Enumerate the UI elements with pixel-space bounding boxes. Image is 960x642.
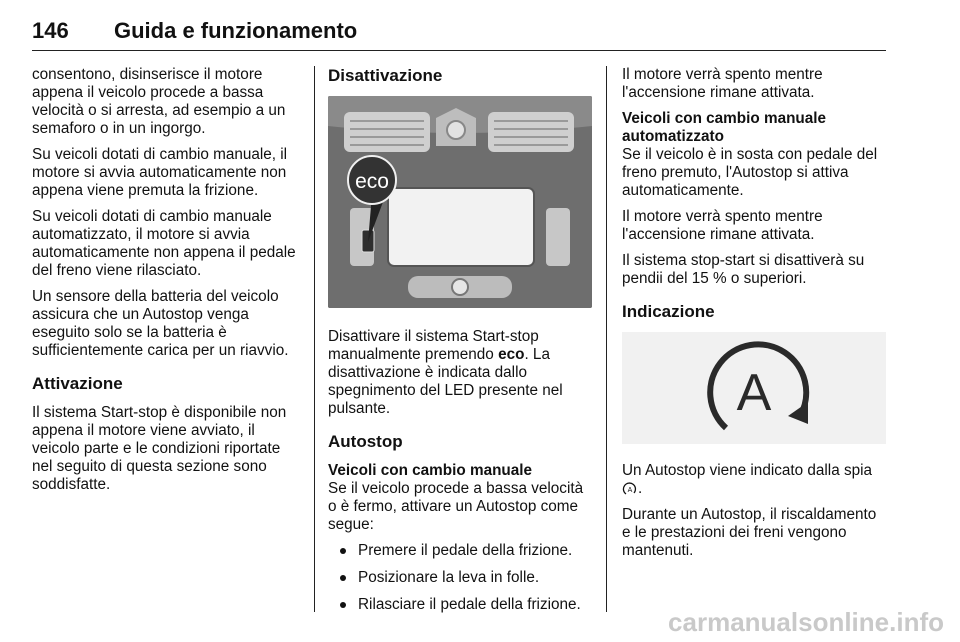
autostop-indicator-icon	[622, 332, 886, 444]
list-item-text: Posizionare la leva in folle.	[358, 569, 540, 586]
paragraph	[622, 462, 888, 498]
dashboard-figure	[328, 96, 592, 308]
bullet-icon	[340, 548, 346, 554]
page-header	[32, 18, 882, 50]
page-title: Guida e funzionamento	[114, 18, 358, 43]
eco-keyword: eco	[498, 346, 525, 363]
heading-disattivazione: Disattivazione	[328, 66, 443, 85]
list-item	[328, 569, 593, 587]
paragraph: Durante un Autostop, il riscaldamento e le prestazioni dei freni vengono mantenuti.	[622, 506, 877, 559]
indicator-letter: A	[736, 364, 772, 422]
column-divider	[314, 66, 315, 612]
indicator-figure	[622, 332, 886, 444]
list-item-text: Premere il pedale della frizione.	[358, 542, 573, 559]
bullet-list	[328, 542, 593, 614]
paragraph: Il sistema stop-start si disattiverà su pendii del 15 % o superiori.	[622, 252, 865, 287]
page-number: 146	[32, 18, 69, 43]
paragraph: Il motore verrà spento mentre l'accensione rimane attivata.	[622, 208, 823, 243]
watermark: carmanualsonline.info	[668, 607, 944, 637]
list-item	[328, 542, 593, 560]
heading-attivazione: Attivazione	[32, 374, 123, 393]
heading-autostop: Autostop	[328, 432, 403, 451]
subheading-manual: Veicoli con cambio manuale	[328, 462, 533, 479]
column-left	[32, 66, 302, 502]
column-middle	[328, 66, 593, 623]
header-divider	[32, 50, 886, 51]
paragraph: Se il veicolo è in sosta con pedale del freno premuto, l'Autostop si attiva automaticamente.	[622, 146, 878, 199]
text-run: Un Autostop viene indicato dalla spia	[622, 462, 873, 479]
text-run: Disattivare il sistema Start-stop manualmente premendo	[328, 328, 539, 363]
bullet-icon	[340, 575, 346, 581]
text-run: .	[638, 480, 643, 497]
list-item	[328, 596, 593, 614]
subheading-automated: Veicoli con cambio manuale automatizzato	[622, 110, 827, 145]
paragraph: Il motore verrà spento mentre l'accensione rimane attivata.	[622, 66, 823, 101]
svg-text:A: A	[627, 486, 633, 494]
paragraph: Il sistema Start-stop è disponibile non appena il motore viene avviato, il veicolo parte e le condizioni riportate nel seguito di questa sezione sono soddisfatte.	[32, 404, 287, 493]
paragraph: consentono, disinserisce il motore appena il veicolo procede a bassa velocità o si arresta, ad esempio a un semaforo o in un ingorgo.	[32, 66, 286, 137]
column-divider	[606, 66, 607, 612]
eco-button-label: eco	[355, 170, 389, 193]
list-item-text: Rilasciare il pedale della frizione.	[358, 596, 581, 613]
column-right	[622, 66, 888, 568]
text-run: . La disattivazione è indicata dallo spegnimento del LED presente nel pulsante.	[328, 346, 563, 417]
paragraph	[328, 328, 593, 418]
bullet-icon	[340, 602, 346, 608]
paragraph: Su veicoli dotati di cambio manuale automatizzato, il motore si avvia automaticamente non appena il pedale del freno viene rilasciato.	[32, 208, 296, 279]
heading-indicazione: Indicazione	[622, 302, 715, 321]
paragraph: Se il veicolo procede a bassa velocità o è fermo, attivare un Autostop come segue:	[328, 480, 584, 533]
autostop-lamp-icon	[622, 482, 638, 496]
dashboard-illustration	[328, 96, 592, 308]
paragraph: Un sensore della batteria del veicolo assicura che un Autostop venga eseguito solo se la batteria è sufficientemente carica per un riavvio.	[32, 288, 289, 359]
paragraph: Su veicoli dotati di cambio manuale, il motore si avvia automaticamente non appena viene premuta la frizione.	[32, 146, 288, 199]
